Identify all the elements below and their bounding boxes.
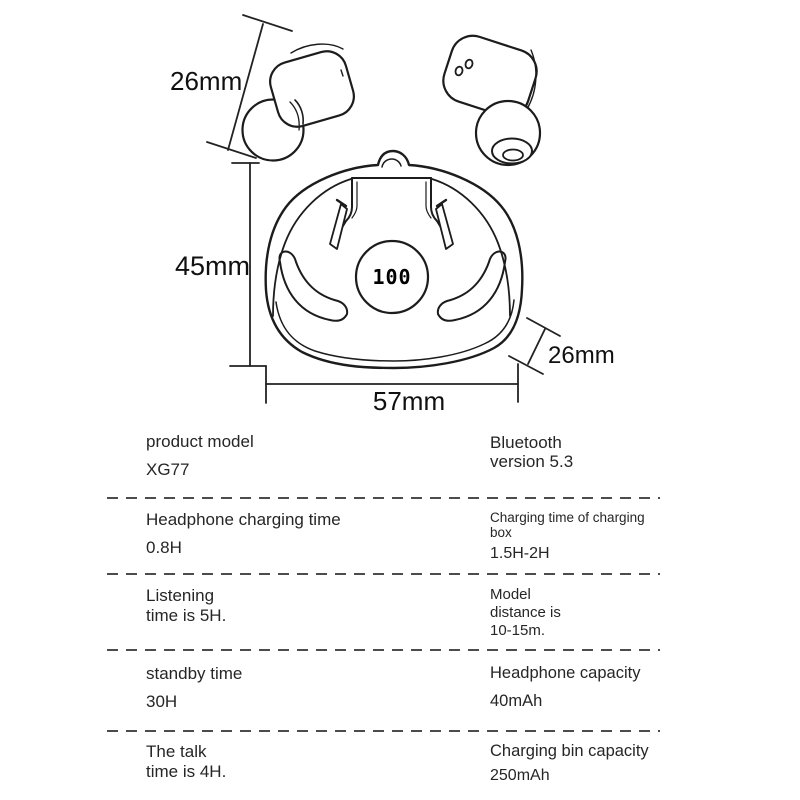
spec-label: box bbox=[490, 525, 512, 541]
spec-label: Headphone charging time bbox=[146, 510, 341, 529]
spec-product-model bbox=[146, 432, 254, 481]
spec-label: Charging bin capacity bbox=[490, 742, 649, 760]
left-earbud-face-line bbox=[291, 44, 343, 53]
spec-value: 40mAh bbox=[490, 691, 543, 710]
spec-value: time is 5H. bbox=[146, 606, 227, 626]
spec-case-charging-time bbox=[490, 510, 645, 563]
dimension-label-case-depth: 26mm bbox=[548, 342, 615, 369]
spec-label: Model bbox=[490, 586, 531, 603]
spec-standby-time bbox=[146, 664, 242, 713]
spec-value: XG77 bbox=[146, 460, 190, 480]
spec-bluetooth-version bbox=[490, 434, 573, 471]
dimension-label-case-height: 45mm bbox=[175, 251, 251, 281]
spec-value: 10-15m. bbox=[490, 622, 546, 639]
spec-headphone-capacity bbox=[490, 664, 640, 712]
dim-tick bbox=[509, 356, 543, 374]
left-earbud-drawing bbox=[243, 44, 359, 160]
dimension-label-case-width: 57mm bbox=[372, 386, 446, 416]
row-divider bbox=[107, 649, 660, 651]
row-divider bbox=[107, 573, 660, 575]
spec-value: 30H bbox=[146, 692, 178, 712]
row-divider bbox=[107, 730, 660, 732]
spec-label: The talk bbox=[146, 742, 207, 761]
spec-charging-bin-capacity bbox=[490, 742, 649, 785]
spec-listening-time bbox=[146, 586, 226, 627]
dim-line-case-depth bbox=[528, 329, 545, 364]
spec-value: 1.5H-2H bbox=[490, 544, 550, 562]
spec-label: standby time bbox=[146, 664, 243, 683]
spec-value: version 5.3 bbox=[490, 451, 574, 471]
spec-label: Listening bbox=[146, 586, 215, 605]
row-divider bbox=[107, 497, 660, 499]
spec-label: Charging time of charging bbox=[490, 510, 645, 525]
dimension-label-earbud-height: 26mm bbox=[170, 66, 243, 96]
spec-headphone-charging-time bbox=[146, 510, 341, 559]
spec-label: Headphone capacity bbox=[490, 664, 641, 682]
spec-value: time is 4H. bbox=[146, 762, 227, 782]
battery-level-display: 100 bbox=[372, 265, 412, 289]
spec-value: 0.8H bbox=[146, 538, 182, 558]
spec-talk-time bbox=[146, 742, 226, 783]
right-earbud-drawing bbox=[438, 30, 543, 165]
dim-tick bbox=[243, 15, 292, 31]
charging-case-drawing bbox=[266, 151, 523, 368]
spec-model-distance bbox=[490, 586, 561, 640]
spec-label: distance is bbox=[490, 604, 561, 621]
spec-value: 250mAh bbox=[490, 766, 550, 784]
spec-label: product model bbox=[146, 432, 254, 451]
spec-label: Bluetooth bbox=[490, 433, 562, 452]
